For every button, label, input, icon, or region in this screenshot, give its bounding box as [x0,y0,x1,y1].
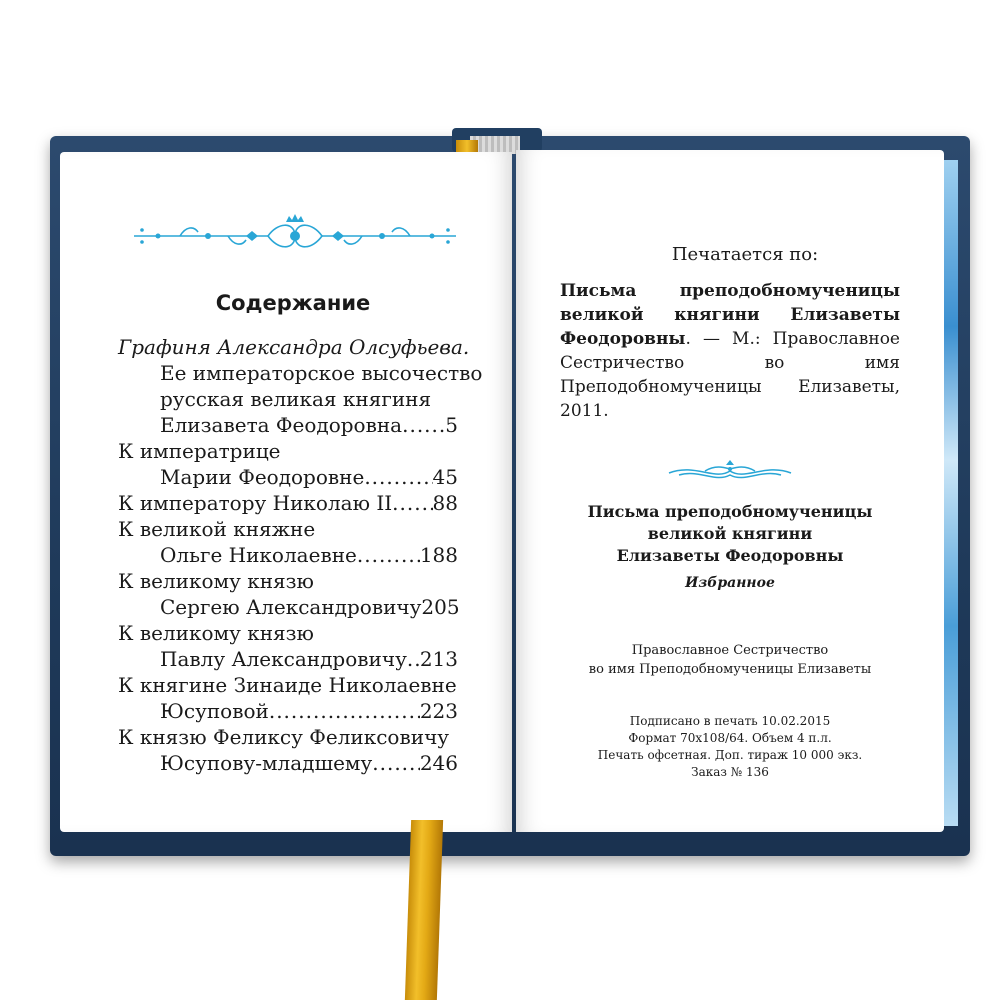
source-details: . — М.: Православное Сестричество во имя Преподобномученицы Елизаветы, 2011. [560,329,900,421]
toc-line-text: К княгине Зинаиде Николаевне [118,673,457,697]
ribbon-bookmark [405,820,443,1000]
toc-page-number: 5 [445,413,458,437]
toc-page-number: 223 [419,699,458,723]
source-heading: Печатается по: [671,244,819,265]
toc-line [118,516,458,542]
toc-page-number: 45 [432,465,458,489]
print-details [560,713,900,781]
toc-line [118,594,458,620]
print-detail-line: Заказ № 136 [691,765,769,779]
toc-line-text: русская великая княгиня [160,387,432,411]
toc-page-number: 246 [419,751,458,775]
imprint-page [560,244,900,781]
book-title-line: Елизаветы Феодоровны [616,546,844,565]
toc-leader-dots [364,464,432,490]
toc-entry [118,672,458,724]
toc-page-number: 88 [432,491,458,515]
toc-entry [118,516,458,568]
right-ornament [665,459,795,483]
toc-line-text: К великой княжне [118,517,316,541]
toc-line [118,672,458,698]
toc-line-text: К князю Феликсу Феликсовичу [118,725,450,749]
toc-page-number: 188 [419,543,458,567]
toc-line [118,568,458,594]
table-of-contents [118,290,483,776]
toc-entry [118,490,458,516]
toc-line-text: Ольге Николаевне [160,543,357,567]
toc-title: Содержание [215,291,371,315]
source-citation [560,279,900,423]
book-subtitle: Избранное [685,575,775,591]
toc-entries [118,334,483,776]
publisher-line: Православное Сестричество [631,643,829,658]
toc-page-number: 213 [419,647,458,671]
source-title: Письма преподобномученицы великой княгини Елизаветы Феодоровны [560,281,900,349]
toc-line [118,542,458,568]
book-title-line: Письма преподобномученицы [587,502,873,521]
toc-line [118,724,458,750]
print-detail-line: Подписано в печать 10.02.2015 [629,714,831,728]
toc-entry [118,568,458,620]
toc-leader-dots [392,490,432,516]
toc-line-text: К императрице [118,439,281,463]
toc-line [118,490,458,516]
toc-page-number: 205 [421,595,460,619]
toc-entry [118,724,458,776]
print-detail-line: Формат 70x108/64. Объем 4 п.л. [628,731,832,745]
toc-leader-dots [372,750,420,776]
toc-line [118,698,458,724]
toc-line-text: Сергею Александровичу [160,595,422,619]
toc-line [118,464,458,490]
toc-line-text: Юсуповой [160,699,269,723]
left-ornament [128,212,462,260]
toc-line-text: Елизавета Феодоровна [160,413,403,437]
book-title-line: великой княгини [647,524,813,543]
toc-leader-dots [357,542,420,568]
toc-line-text: Павлу Александровичу [160,647,407,671]
toc-line [118,750,458,776]
toc-line-text: Графиня Александра Олсуфьева. [118,335,470,359]
publisher [560,641,900,679]
toc-entry [118,620,458,672]
toc-line [118,646,458,672]
toc-leader-dots [402,412,445,438]
toc-line-text: Юсупову-младшему [160,751,373,775]
book-title [560,501,900,567]
toc-line [118,360,483,386]
toc-entry [118,438,458,490]
toc-line [118,412,458,438]
toc-line [118,620,458,646]
toc-line-text: К великому князю [118,621,314,645]
toc-line [118,438,458,464]
toc-line [118,386,458,412]
toc-leader-dots [269,698,420,724]
toc-line [118,334,470,360]
publisher-line: во имя Преподобномученицы Елизаветы [588,662,872,677]
print-detail-line: Печать офсетная. Доп. тираж 10 000 экз. [597,748,863,762]
toc-entry [118,334,483,438]
toc-line-text: Ее императорское высочество [160,361,483,385]
toc-line-text: Марии Феодоровне [160,465,365,489]
page-edge-blue [944,160,958,826]
toc-line-text: К императору Николаю II [118,491,393,515]
toc-leader-dots [407,646,420,672]
toc-line-text: К великому князю [118,569,314,593]
